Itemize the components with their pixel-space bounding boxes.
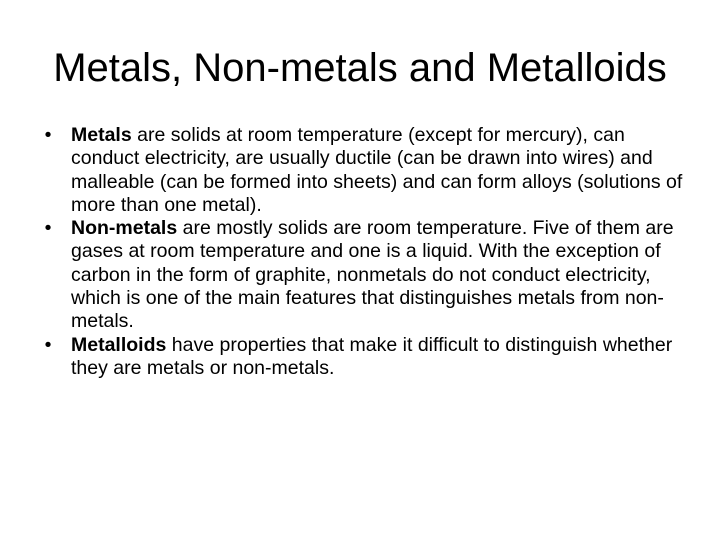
description-metals: are solids at room temperature (except for mercury), can conduct electricity, are usually ductile (can be drawn into wires) and malleable (can be formed into sheets) and can form alloys (solutions of more than one metal). — [71, 124, 683, 216]
bullet-icon: • — [44, 333, 52, 356]
bullet-item-metalloids — [38, 334, 690, 381]
bullet-icon: • — [44, 124, 52, 146]
slide-title: Metals, Non-metals and Metalloids — [53, 46, 667, 90]
bullet-icon: • — [44, 217, 52, 240]
term-metals: Metals — [71, 124, 132, 146]
term-non-metals: Non-metals — [71, 217, 178, 240]
description-metalloids: have properties that make it difficult to distinguish whether they are metals or non-metals. — [71, 333, 673, 379]
bullet-item-non-metals — [38, 217, 690, 333]
term-metalloids: Metalloids — [71, 333, 167, 356]
description-non-metals: are mostly solids are room temperature. Five of them are gases at room temperature and one is a liquid. With the exception of carbon in the form of graphite, nonmetals do not conduct electricity, which is one of the main features that distinguishes metals from non-metals. — [71, 217, 674, 333]
bullet-item-metals — [38, 124, 690, 217]
bullet-list — [38, 124, 690, 380]
